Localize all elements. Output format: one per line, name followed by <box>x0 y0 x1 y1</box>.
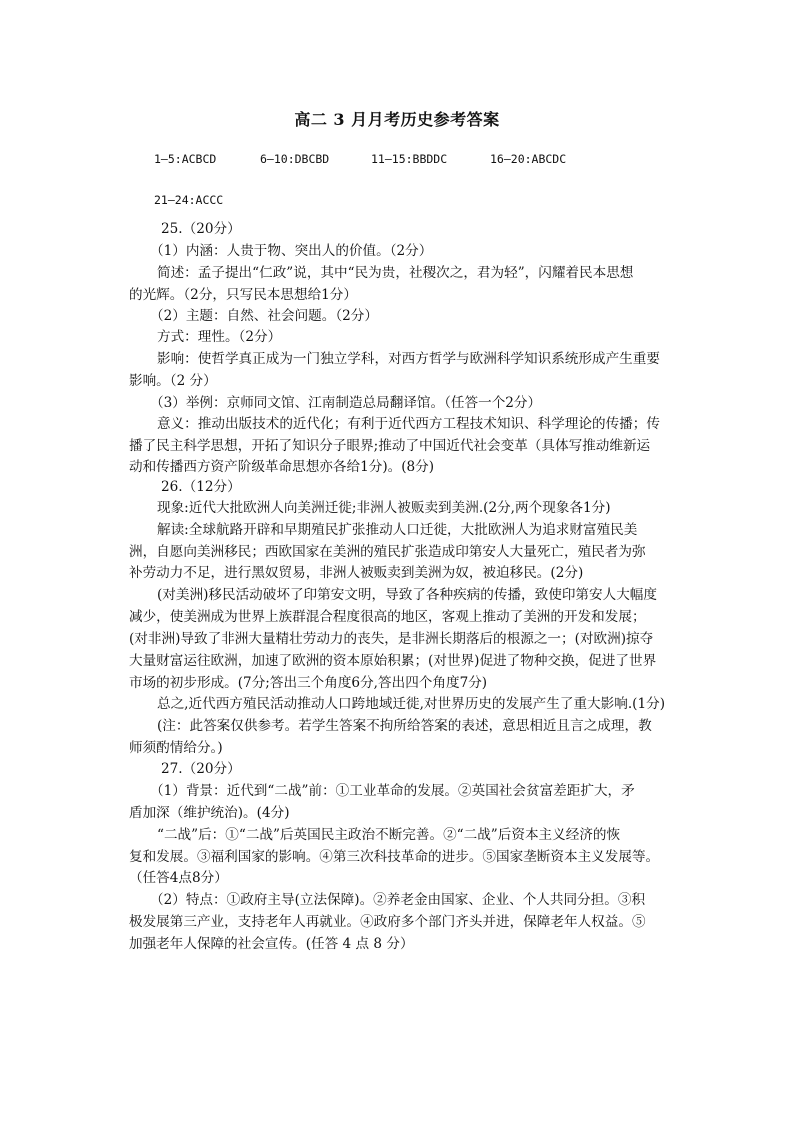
q25-part3-text: 播了民主科学思想，开拓了知识分子眼界;推动了中国近代社会变革（具体写推动维新运 <box>129 438 651 454</box>
q25-part1-text: 简述：孟子提出“仁政”说，其中“民为贵，社稷次之，君为轻”，闪耀着民本思想 <box>157 265 634 281</box>
q27-part1-text: “二战”后：①“二战”后英国民主政治不断完善。②“二战”后资本主义经济的恢 <box>157 827 621 843</box>
q25-part3: （3）举例：京师同文馆、江南制造总局翻译馆。（任答一个2分） <box>150 395 542 411</box>
q25-part3-text: 意义：推动出版技术的近代化；有利于近代西方工程技术知识、科学理论的传播；传 <box>157 416 660 432</box>
q26-text: 总之,近代西方殖民活动推动人口跨地域迁徙,对世界历史的发展产生了重大影响.(1分) <box>157 696 665 712</box>
mcq-answers-6-10: 6—10:DBCBD <box>260 152 330 166</box>
q26-note: (注：此答案仅供参考。若学生答案不拘所给答案的表述，意思相近且言之成理，教 <box>157 718 652 734</box>
q27-part1-text: 复和发展。③福利国家的影响。④第三次科技革命的进步。⑤国家垄断资本主义发展等。 <box>129 849 660 865</box>
q25-part2-text: 影响。（2 分） <box>129 373 217 389</box>
q25-part2: （2）主题：自然、社会问题。（2分） <box>150 308 378 324</box>
page-title: 高二 3 月月考历史参考答案 <box>294 110 500 129</box>
q25-heading: 25.（20分） <box>161 221 241 237</box>
q25-part2-text: 影响：使哲学真正成为一门独立学科，对西方哲学与欧洲科学知识系统形成产生重要 <box>157 351 660 367</box>
q26-text: 减少，使美洲成为世界上族群混合程度很高的地区，客观上推动了美洲的开发和发展； <box>129 609 646 625</box>
q25-part1-text: 的光辉。（2分，只写民本思想给1分） <box>129 287 357 303</box>
q27-part2: （2）特点：①政府主导(立法保障)。②养老金由国家、企业、个人共同分担。③积 <box>150 892 646 908</box>
q26-text: (对美洲)移民活动破坏了印第安文明，导致了各种疾病的传播，致使印第安人大幅度 <box>157 587 657 603</box>
q27-part1: （1）背景：近代到“二战”前：①工业革命的发展。②英国社会贫富差距扩大，矛 <box>150 783 635 799</box>
q26-text: 解读:全球航路开辟和早期殖民扩张推动人口迁徙，大批欧洲人为追求财富殖民美 <box>157 522 638 538</box>
q25-part3-text: 动和传播西方资产阶级革命思想亦各给1分)。(8分) <box>129 459 435 475</box>
q27-part1-text: （任答4点8分） <box>129 870 228 886</box>
q26-note: 师须酌情给分。) <box>129 740 223 756</box>
q25-part2-text: 方式：理性。（2分） <box>157 329 282 345</box>
q26-text: 洲，自愿向美洲移民；西欧国家在美洲的殖民扩张造成印第安人大量死亡，殖民者为弥 <box>129 544 646 560</box>
mcq-answers-1-5: 1—5:ACBCD <box>154 152 217 166</box>
q27-heading: 27.（20分） <box>161 761 241 777</box>
q27-part1-text: 盾加深（维护统治)。(4分) <box>129 805 290 821</box>
q26-text: 现象:近代大批欧洲人向美洲迁徙;非洲人被贩卖到美洲.(2分,两个现象各1分) <box>157 500 611 516</box>
q26-text: (对非洲)导致了非洲大量精壮劳动力的丧失，是非洲长期落后的根源之一；(对欧洲)掠夺 <box>129 631 654 647</box>
q26-text: 市场的初步形成。(7分;答出三个角度6分,答出四个角度7分) <box>129 675 488 691</box>
mcq-answers-16-20: 16—20:ABCDC <box>490 152 567 166</box>
q27-part2-text: 极发展第三产业，支持老年人再就业。④政府多个部门齐头并进，保障老年人权益。⑤ <box>129 914 646 930</box>
mcq-answers-11-15: 11—15:BBDDC <box>371 152 448 166</box>
q26-heading: 26.（12分） <box>161 479 241 495</box>
q26-text: 大量财富运往欧洲，加速了欧洲的资本原始积累；(对世界)促进了物种交换，促进了世界 <box>129 653 657 669</box>
mcq-answers-21-24: 21—24:ACCC <box>154 193 224 207</box>
q27-part2-text: 加强老年人保障的社会宣传。(任答 4 点 8 分） <box>129 936 414 952</box>
q26-text: 补劳动力不足，进行黑奴贸易，非洲人被贩卖到美洲为奴，被迫移民。(2分) <box>129 565 584 581</box>
q25-part1: （1）内涵：人贵于物、突出人的价值。（2分） <box>150 243 433 259</box>
